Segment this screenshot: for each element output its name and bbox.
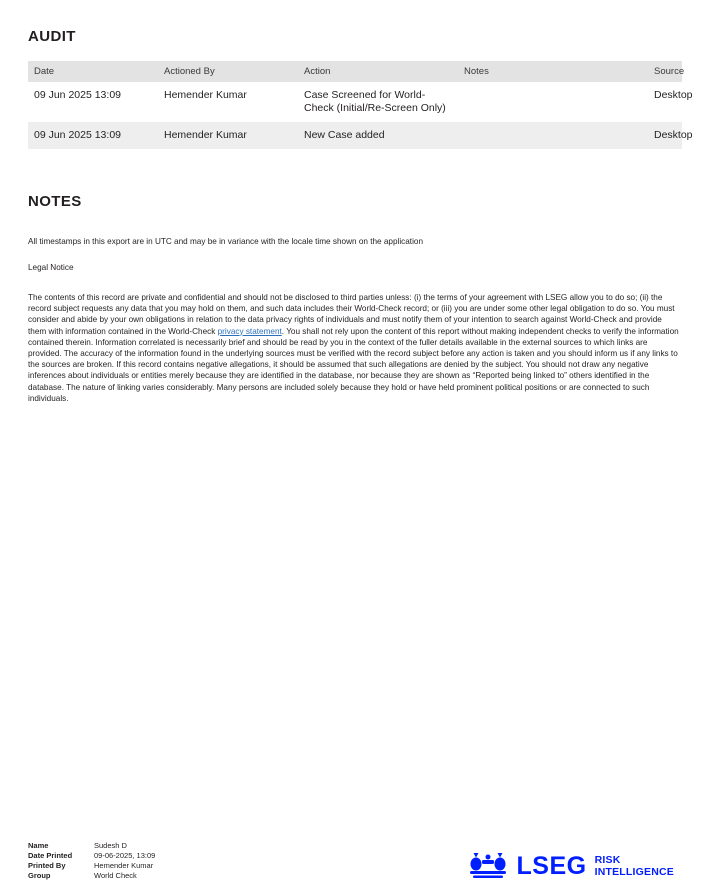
lseg-logo <box>467 852 682 881</box>
cell-date: 09 Jun 2025 13:09 <box>34 89 121 101</box>
audit-table-body <box>28 82 693 149</box>
export-metadata <box>28 841 155 881</box>
table-row <box>28 82 682 122</box>
page-footer <box>28 841 682 881</box>
lseg-wordmark: LSEG <box>516 852 587 880</box>
column-header-action: Action <box>298 61 458 82</box>
metadata-row-printed-by <box>28 861 155 871</box>
metadata-value-name: Sudesh D <box>94 841 127 850</box>
legal-notice-label: Legal Notice <box>28 263 74 272</box>
metadata-key-printed-by: Printed By <box>28 861 66 870</box>
risk-intelligence-tagline <box>595 855 674 878</box>
cell-source: Desktop <box>648 122 682 149</box>
metadata-key-group: Group <box>28 871 51 880</box>
metadata-row-name <box>28 841 155 851</box>
cell-date: 09 Jun 2025 13:09 <box>28 122 158 149</box>
cell-action: New Case added <box>298 122 458 149</box>
cell-action: Case Screened for World-Check (Initial/Re-Screen Only) <box>304 89 446 114</box>
tagline-line-1: RISK <box>594 854 621 866</box>
privacy-statement-link[interactable]: privacy statement <box>217 326 282 336</box>
legal-text-part-two: . You shall not rely upon the content of this report without making independent checks to verify the information contained therein. Information correlated is necessarily brief and should be read by you in the context of the fuller details available in the external sources to which links are provided. The accuracy of the information found in the underlying sources must be verified with the record subject before any action is taken and you should inform us if any links to the sources are broken. If this record contains negative allegations, it should be assumed that such allegations are denied by the subject. You should not draw any negative inferences about individuals or entities merely because they are identified in the database, nor because they are shown as “Reported being linked to” others identified in the database. The nature of linking varies considerably. Many persons are included solely because they hold or have held prominent political positions or are connected to such individuals. <box>28 326 679 403</box>
column-header-actioned-by: Actioned By <box>158 61 298 82</box>
cell-notes <box>458 122 648 149</box>
lseg-crest-icon <box>467 853 509 881</box>
table-header-row <box>28 61 682 82</box>
notes-section-title: NOTES <box>28 193 82 210</box>
metadata-value-date-printed: 09-06-2025, 13:09 <box>94 851 156 860</box>
metadata-key-date-printed: Date Printed <box>28 851 73 860</box>
cell-actioned-by: Hemender Kumar <box>158 122 298 149</box>
tagline-line-2: INTELLIGENCE <box>594 865 674 878</box>
metadata-value-printed-by: Hemender Kumar <box>94 861 154 870</box>
audit-table-header <box>28 61 685 82</box>
column-header-notes: Notes <box>458 61 648 82</box>
metadata-row-date-printed <box>28 851 155 861</box>
metadata-row-group <box>28 871 155 881</box>
column-header-source: Source <box>648 61 682 82</box>
cell-notes <box>458 82 648 122</box>
metadata-key-name: Name <box>28 841 49 850</box>
timestamp-note: All timestamps in this export are in UTC and may be in variance with the locale time shown on the application <box>28 237 424 246</box>
cell-source: Desktop <box>654 89 693 101</box>
cell-actioned-by: Hemender Kumar <box>164 89 247 101</box>
audit-table <box>28 61 693 149</box>
legal-notice-body <box>28 292 682 404</box>
legal-text-part-one: The contents of this record are private and confidential and should not be disclosed to third parties unless: (i) the terms of your agreement with LSEG allow you to do so; (ii) the record subject requests any data that you may hold on them, and such data includes their World-Check record; or (iii) you are under some other legal obligation to do so. You must consider and abide by your own obligations in relation to the data privacy rights of individuals and must notify them of your intention to search against World-Check and provide them with information contained in the World-Check <box>28 293 675 336</box>
audit-section-title: AUDIT <box>28 28 76 45</box>
table-row <box>28 122 682 149</box>
column-header-date: Date <box>28 61 158 82</box>
metadata-value-group: World Check <box>94 871 137 880</box>
